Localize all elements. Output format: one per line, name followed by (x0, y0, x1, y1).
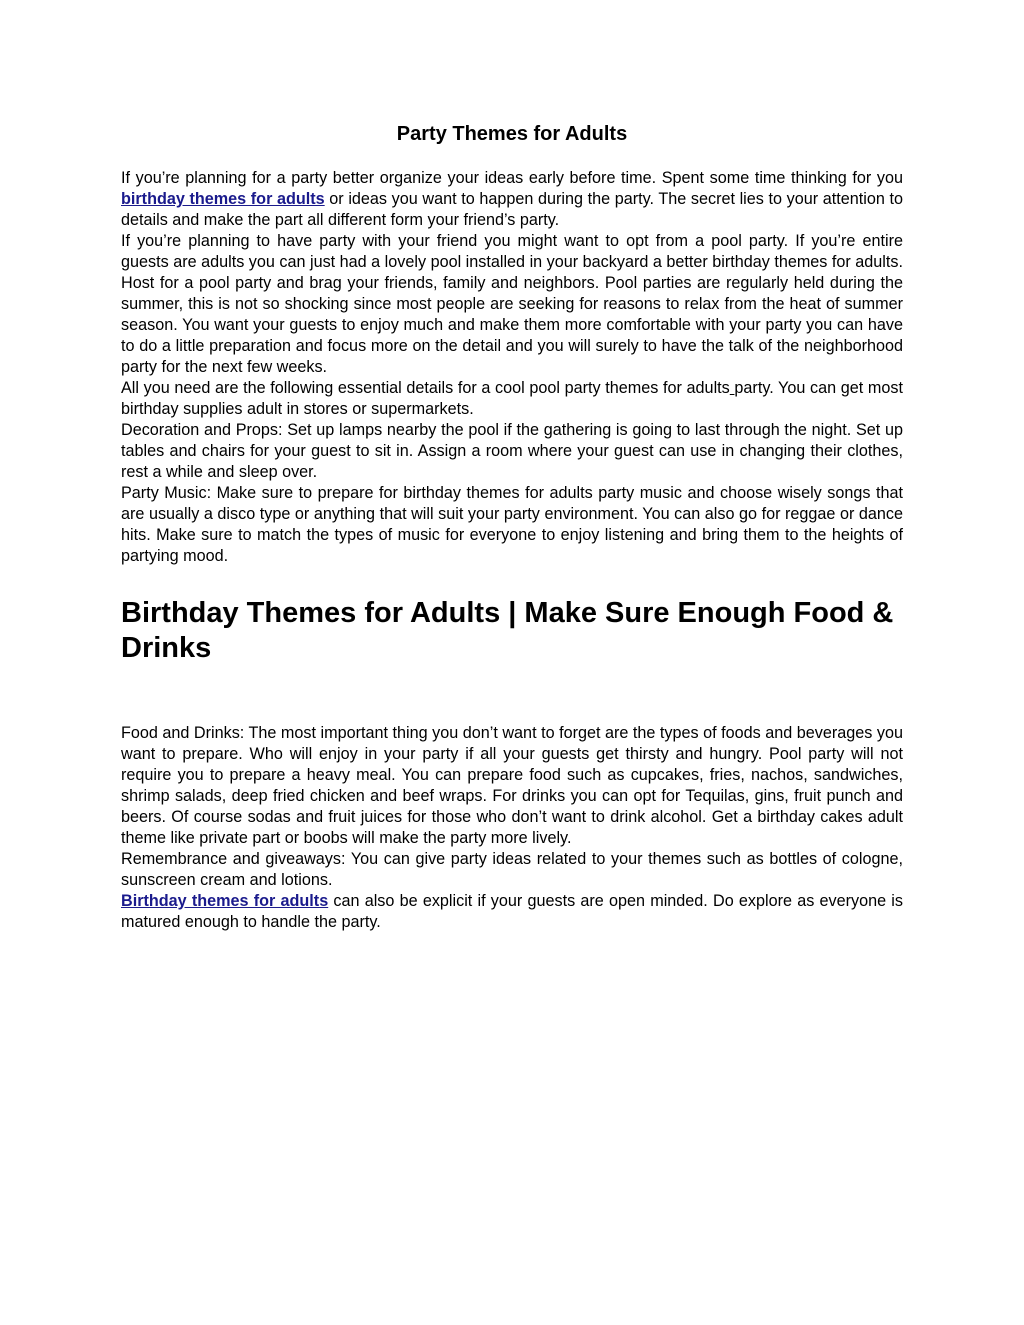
paragraph-text: can also be explicit if your guests are open minded. Do explore as everyone is matured enough to handle the party. (121, 892, 903, 931)
paragraph-text: Party Music: Make sure to prepare for birthday themes for adults party music and choose wisely songs that are usually a disco type or anything that will suit your party environment. You can also go for reggae or dance hits. Make sure to match the types of music for everyone to enjoy listening and bring them to the heights of partying mood. (121, 484, 903, 565)
birthday-themes-link[interactable]: Birthday themes for adults (121, 892, 329, 910)
paragraph-text: Decoration and Props: Set up lamps nearby the pool if the gathering is going to last through the night. Set up tables and chairs for your guest to sit in. Assign a room where your guest can use in changing their clothes, rest a while and sleep over. (121, 421, 903, 481)
paragraph (121, 723, 903, 849)
paragraph (121, 849, 903, 891)
food-drinks-section (121, 723, 903, 933)
paragraph (121, 891, 903, 933)
paragraph (121, 168, 903, 231)
document-title: Party Themes for Adults (396, 123, 628, 145)
birthday-themes-link[interactable]: birthday themes for adults (121, 190, 325, 208)
paragraph-text: party. You can get most birthday supplies adult in stores or supermarkets. (121, 379, 904, 418)
paragraph (121, 420, 903, 483)
paragraph (121, 378, 903, 420)
paragraph-text: All you need are the following essential details for a cool pool party themes for adults (121, 379, 730, 397)
document-page (121, 120, 903, 933)
paragraph-text: If you’re planning to have party with your friend you might want to opt from a pool party. If you’re entire guests are adults you can just had a lovely pool installed in your backyard a better birthday themes for adults. Host for a pool party and brag your friends, family and neighbors. Pool parties are regularly held during the summer, this is not so shocking since most people are seeking for reasons to relax from the heat of summer season. You want your guests to enjoy much and make them more comfortable with your party you can have to do a little preparation and focus more on the detail and you will surely to have the talk of the neighborhood party for the next few weeks. (121, 232, 903, 376)
intro-section (121, 168, 903, 567)
paragraph (121, 483, 903, 567)
section-heading: Birthday Themes for Adults | Make Sure Enough Food & Drinks (121, 597, 894, 664)
paragraph-text: Remembrance and giveaways: You can give party ideas related to your themes such as bottles of cologne, sunscreen cream and lotions. (121, 850, 903, 889)
paragraph-text: If you’re planning for a party better organize your ideas early before time. Spent some time thinking for you (121, 169, 903, 187)
paragraph-text: or ideas you want to happen during the party. The secret lies to your attention to details and make the part all different form your friend’s party. (121, 190, 903, 229)
paragraph (121, 231, 903, 378)
paragraph-text: Food and Drinks: The most important thing you don’t want to forget are the types of foods and beverages you want to prepare. Who will enjoy in your party if all your guests get thirsty and hungry. Pool party will not require you to prepare a heavy meal. You can prepare food such as cupcakes, fries, nachos, sandwiches, shrimp salads, deep fried chicken and beef wraps. For drinks you can opt for Tequilas, gins, fruit punch and beers. Of course sodas and fruit juices for those who don’t want to drink alcohol. Get a birthday cakes adult theme like private part or boobs will make the party more lively. (121, 724, 903, 847)
